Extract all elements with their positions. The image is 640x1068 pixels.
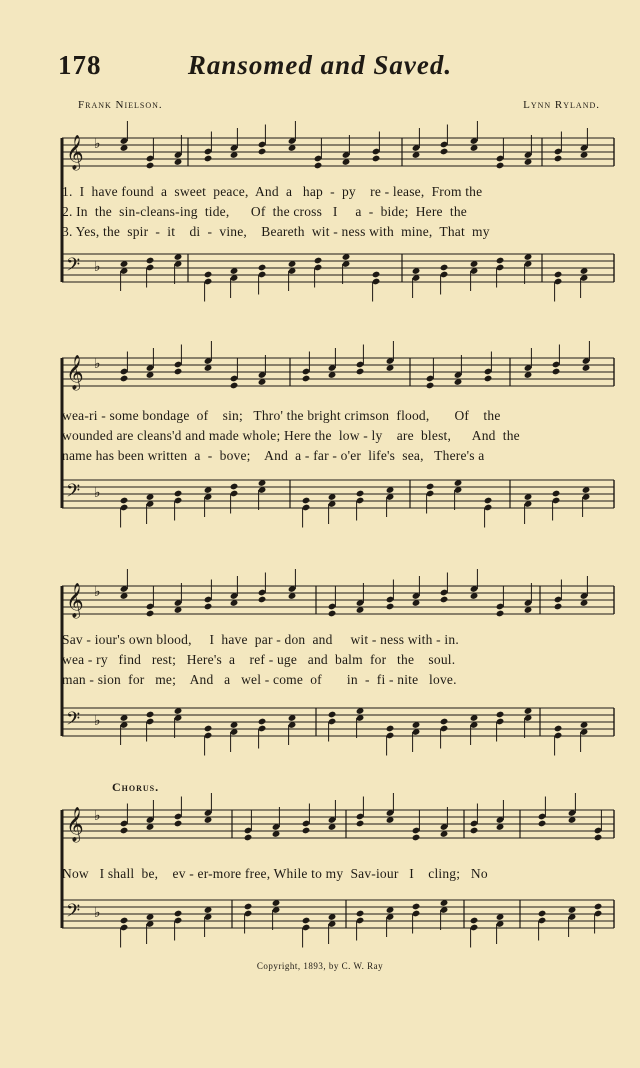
lyric-line-2: wounded are cleans'd and made whole; Here the low - ly are blest, And the <box>62 428 520 443</box>
notehead <box>554 271 563 279</box>
bass-clef-icon: 𝄢 <box>66 901 81 926</box>
flat-icon: ♭ <box>94 808 101 824</box>
notehead <box>386 603 395 611</box>
notehead <box>302 497 311 505</box>
notehead <box>120 375 129 383</box>
notehead <box>470 917 479 925</box>
music-system-3 <box>62 580 624 760</box>
notehead <box>554 725 563 733</box>
notehead <box>426 382 435 390</box>
lyric-line-1: Sav - iour's own blood, I have par - don and wit - ness with - in. <box>62 632 459 647</box>
notehead <box>496 610 505 618</box>
flat-icon: ♭ <box>94 136 101 152</box>
notehead <box>258 264 267 272</box>
page-number: 178 <box>58 50 102 80</box>
notehead <box>552 368 561 376</box>
notehead <box>174 910 183 918</box>
music-system-4 <box>62 804 624 964</box>
notehead <box>174 820 183 828</box>
notehead <box>204 725 213 733</box>
notehead <box>496 257 505 265</box>
notehead <box>146 257 155 265</box>
score-staves-3 <box>62 580 624 760</box>
notehead <box>554 155 563 163</box>
notehead <box>356 910 365 918</box>
lyric-line-2: wea - ry find rest; Here's a ref - uge and balm for the soul. <box>62 652 456 667</box>
treble-clef-icon: 𝄞 <box>66 807 84 842</box>
notehead <box>258 596 267 604</box>
flat-icon: ♭ <box>94 713 101 729</box>
notehead <box>230 382 239 390</box>
notehead <box>314 162 323 170</box>
lyric-line-3: man - sion for me; And a wel - come of in - fi - nite love. <box>62 672 457 687</box>
lyric-line-3: name has been written a - bove; And a - far - o'er life's sea, There's a <box>62 448 485 463</box>
notehead <box>204 155 213 163</box>
notehead <box>484 375 493 383</box>
notehead <box>412 834 421 842</box>
notehead <box>328 711 337 719</box>
flat-icon: ♭ <box>94 356 101 372</box>
notehead <box>356 490 365 498</box>
lyricist-credit: Frank Nielson. <box>78 99 163 111</box>
notehead <box>496 711 505 719</box>
score-staves-4 <box>62 804 624 964</box>
notehead <box>120 497 129 505</box>
notehead <box>120 917 129 925</box>
notehead <box>426 483 435 491</box>
music-system-2 <box>62 352 624 532</box>
notehead <box>356 368 365 376</box>
treble-clef-icon: 𝄞 <box>66 583 84 618</box>
notehead <box>244 903 253 911</box>
notehead <box>538 910 547 918</box>
notehead <box>372 271 381 279</box>
notehead <box>314 257 323 265</box>
notehead <box>174 490 183 498</box>
notehead <box>302 375 311 383</box>
notehead <box>146 162 155 170</box>
bass-clef-icon: 𝄢 <box>66 255 81 280</box>
copyright-notice: Copyright, 1893, by C. W. Ray <box>256 961 384 971</box>
notehead <box>372 155 381 163</box>
flat-icon: ♭ <box>94 485 101 501</box>
notehead <box>496 162 505 170</box>
notehead <box>412 903 421 911</box>
notehead <box>484 497 493 505</box>
notehead <box>302 827 311 835</box>
notehead <box>356 820 365 828</box>
treble-clef-icon: 𝄞 <box>66 355 84 390</box>
notehead <box>554 603 563 611</box>
lyric-line-1: wea-ri - some bondage of sin; Thro' the bright crimson flood, Of the <box>62 408 501 423</box>
notehead <box>258 148 267 156</box>
notehead <box>470 827 479 835</box>
lyric-line-1: 1. I have found a sweet peace, And a hap - py re - lease, From the <box>62 184 483 199</box>
notehead <box>440 264 449 272</box>
notehead <box>538 820 547 828</box>
lyric-line-1: Now I shall be, ev - er-more free, While to my Sav-iour I cling; No <box>62 866 488 881</box>
notehead <box>146 610 155 618</box>
notehead <box>302 917 311 925</box>
notehead <box>230 483 239 491</box>
chorus-label: Chorus. <box>112 780 160 794</box>
song-title: Ransomed and Saved. <box>187 50 453 80</box>
lyric-line-2: 2. In the sin-cleans-ing tide, Of the cross I a - bide; Here the <box>62 204 467 219</box>
notehead <box>204 603 213 611</box>
notehead <box>244 834 253 842</box>
bass-clef-icon: 𝄢 <box>66 481 81 506</box>
notehead <box>594 834 603 842</box>
notehead <box>174 368 183 376</box>
notehead <box>328 610 337 618</box>
composer-credit: Lynn Ryland. <box>523 99 600 111</box>
treble-clef-icon: 𝄞 <box>66 135 84 170</box>
notehead <box>440 596 449 604</box>
notehead <box>204 271 213 279</box>
bass-clef-icon: 𝄢 <box>66 709 81 734</box>
notehead <box>440 148 449 156</box>
notehead <box>386 725 395 733</box>
notehead <box>120 827 129 835</box>
lyric-line-3: 3. Yes, the spir - it di - vine, Beareth wit - ness with mine, That my <box>62 224 490 239</box>
notehead <box>440 718 449 726</box>
notehead <box>552 490 561 498</box>
flat-icon: ♭ <box>94 905 101 921</box>
notehead <box>258 718 267 726</box>
flat-icon: ♭ <box>94 584 101 600</box>
notehead <box>146 711 155 719</box>
notehead <box>594 903 603 911</box>
music-system-1 <box>62 128 624 298</box>
flat-icon: ♭ <box>94 259 101 275</box>
